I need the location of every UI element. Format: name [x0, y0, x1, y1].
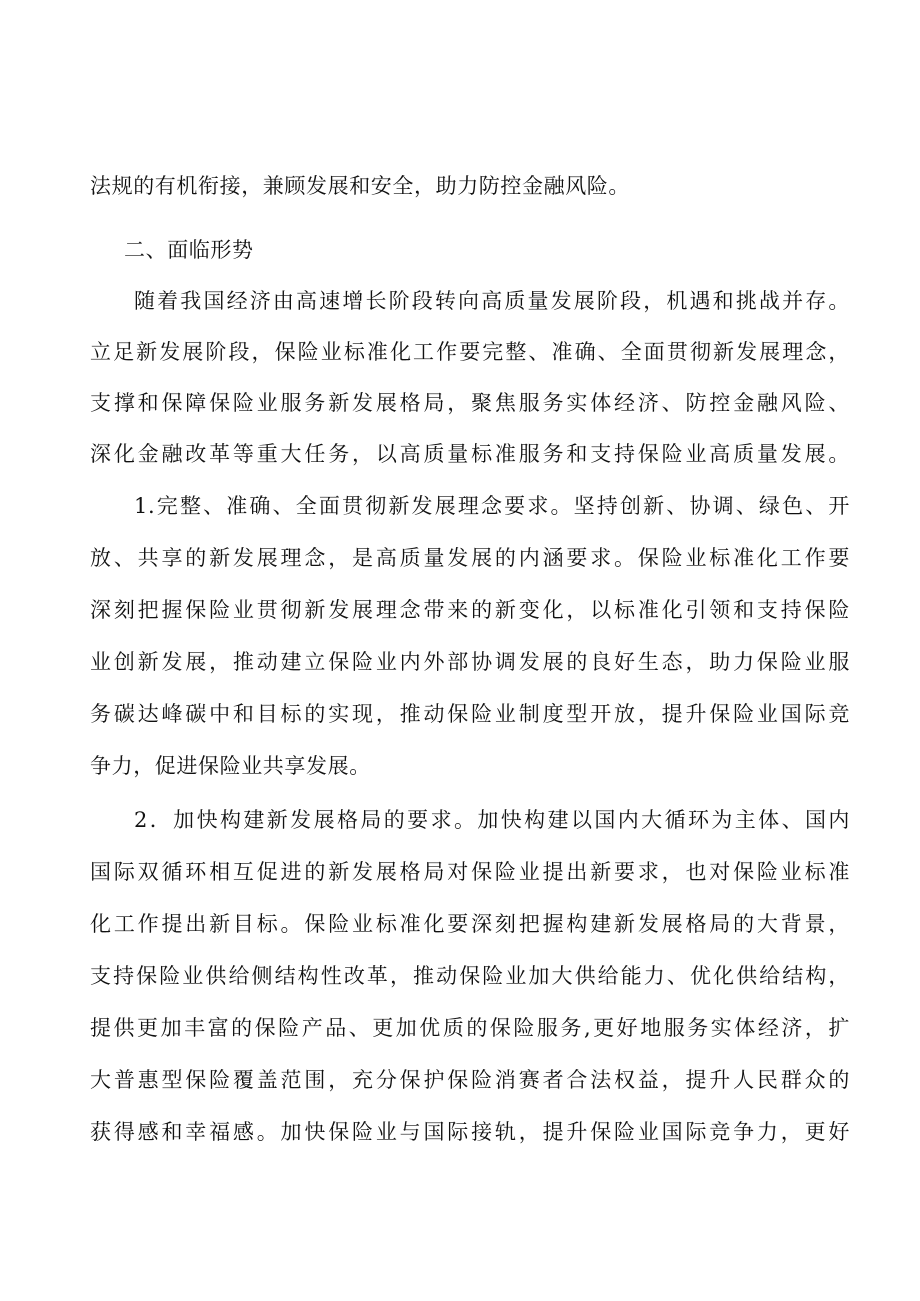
paragraph-line: 法规的有机衔接，兼顾发展和安全，助力防控金融风险。 — [90, 174, 630, 198]
list-item-heading: 1.完整、准确、全面贯彻新发展理念要求。坚持创新、协调、绿色、开 — [134, 494, 850, 518]
paragraph-line: 化工作提出新目标。保险业标准化要深刻把握构建新发展格局的大背景， — [90, 912, 850, 936]
paragraph-line: 大普惠型保险覆盖范围，充分保护保险消赛者合法权益，提升人民群众的 — [90, 1068, 850, 1092]
paragraph-line: 放、共享的新发展理念，是高质量发展的内涵要求。保险业标准化工作要 — [90, 546, 850, 570]
paragraph-line: 立足新发展阶段，保险业标准化工作要完整、准确、全面贯彻新发展理念， — [90, 340, 850, 364]
paragraph-line: 深化金融改革等重大任务，以高质量标准服务和支持保险业高质量发展。 — [90, 442, 850, 466]
paragraph-line: 争力，促进保险业共享发展。 — [90, 754, 371, 778]
list-item-heading: 2．加快构建新发展格局的要求。加快构建以国内大循环为主体、国内 — [134, 808, 850, 832]
paragraph-line: 支持保险业供给侧结构性改革，推动保险业加大供给能力、优化供给结构， — [90, 964, 850, 988]
section-heading: 二、面临形势 — [124, 238, 254, 262]
paragraph-line: 提供更加丰富的保险产品、更加优质的保险服务,更好地服务实体经济，扩 — [90, 1016, 850, 1040]
paragraph-line: 支撑和保障保险业服务新发展格局，聚焦服务实体经济、防控金融风险、 — [90, 391, 850, 415]
paragraph-line: 获得感和幸福感。加快保险业与国际接轨，提升保险业国际竞争力，更好 — [90, 1120, 850, 1144]
paragraph-line: 国际双循环相互促进的新发展格局对保险业提出新要求，也对保险业标准 — [90, 860, 850, 884]
paragraph-line: 业创新发展，推动建立保险业内外部协调发展的良好生态，助力保险业服 — [90, 650, 850, 674]
paragraph-line: 务碳达峰碳中和目标的实现，推动保险业制度型开放，提升保险业国际竞 — [90, 702, 850, 726]
paragraph-line: 随着我国经济由高速增长阶段转向高质量发展阶段，机遇和挑战并存。 — [134, 289, 850, 313]
paragraph-line: 深刻把握保险业贯彻新发展理念带来的新变化，以标准化引领和支持保险 — [90, 598, 850, 622]
